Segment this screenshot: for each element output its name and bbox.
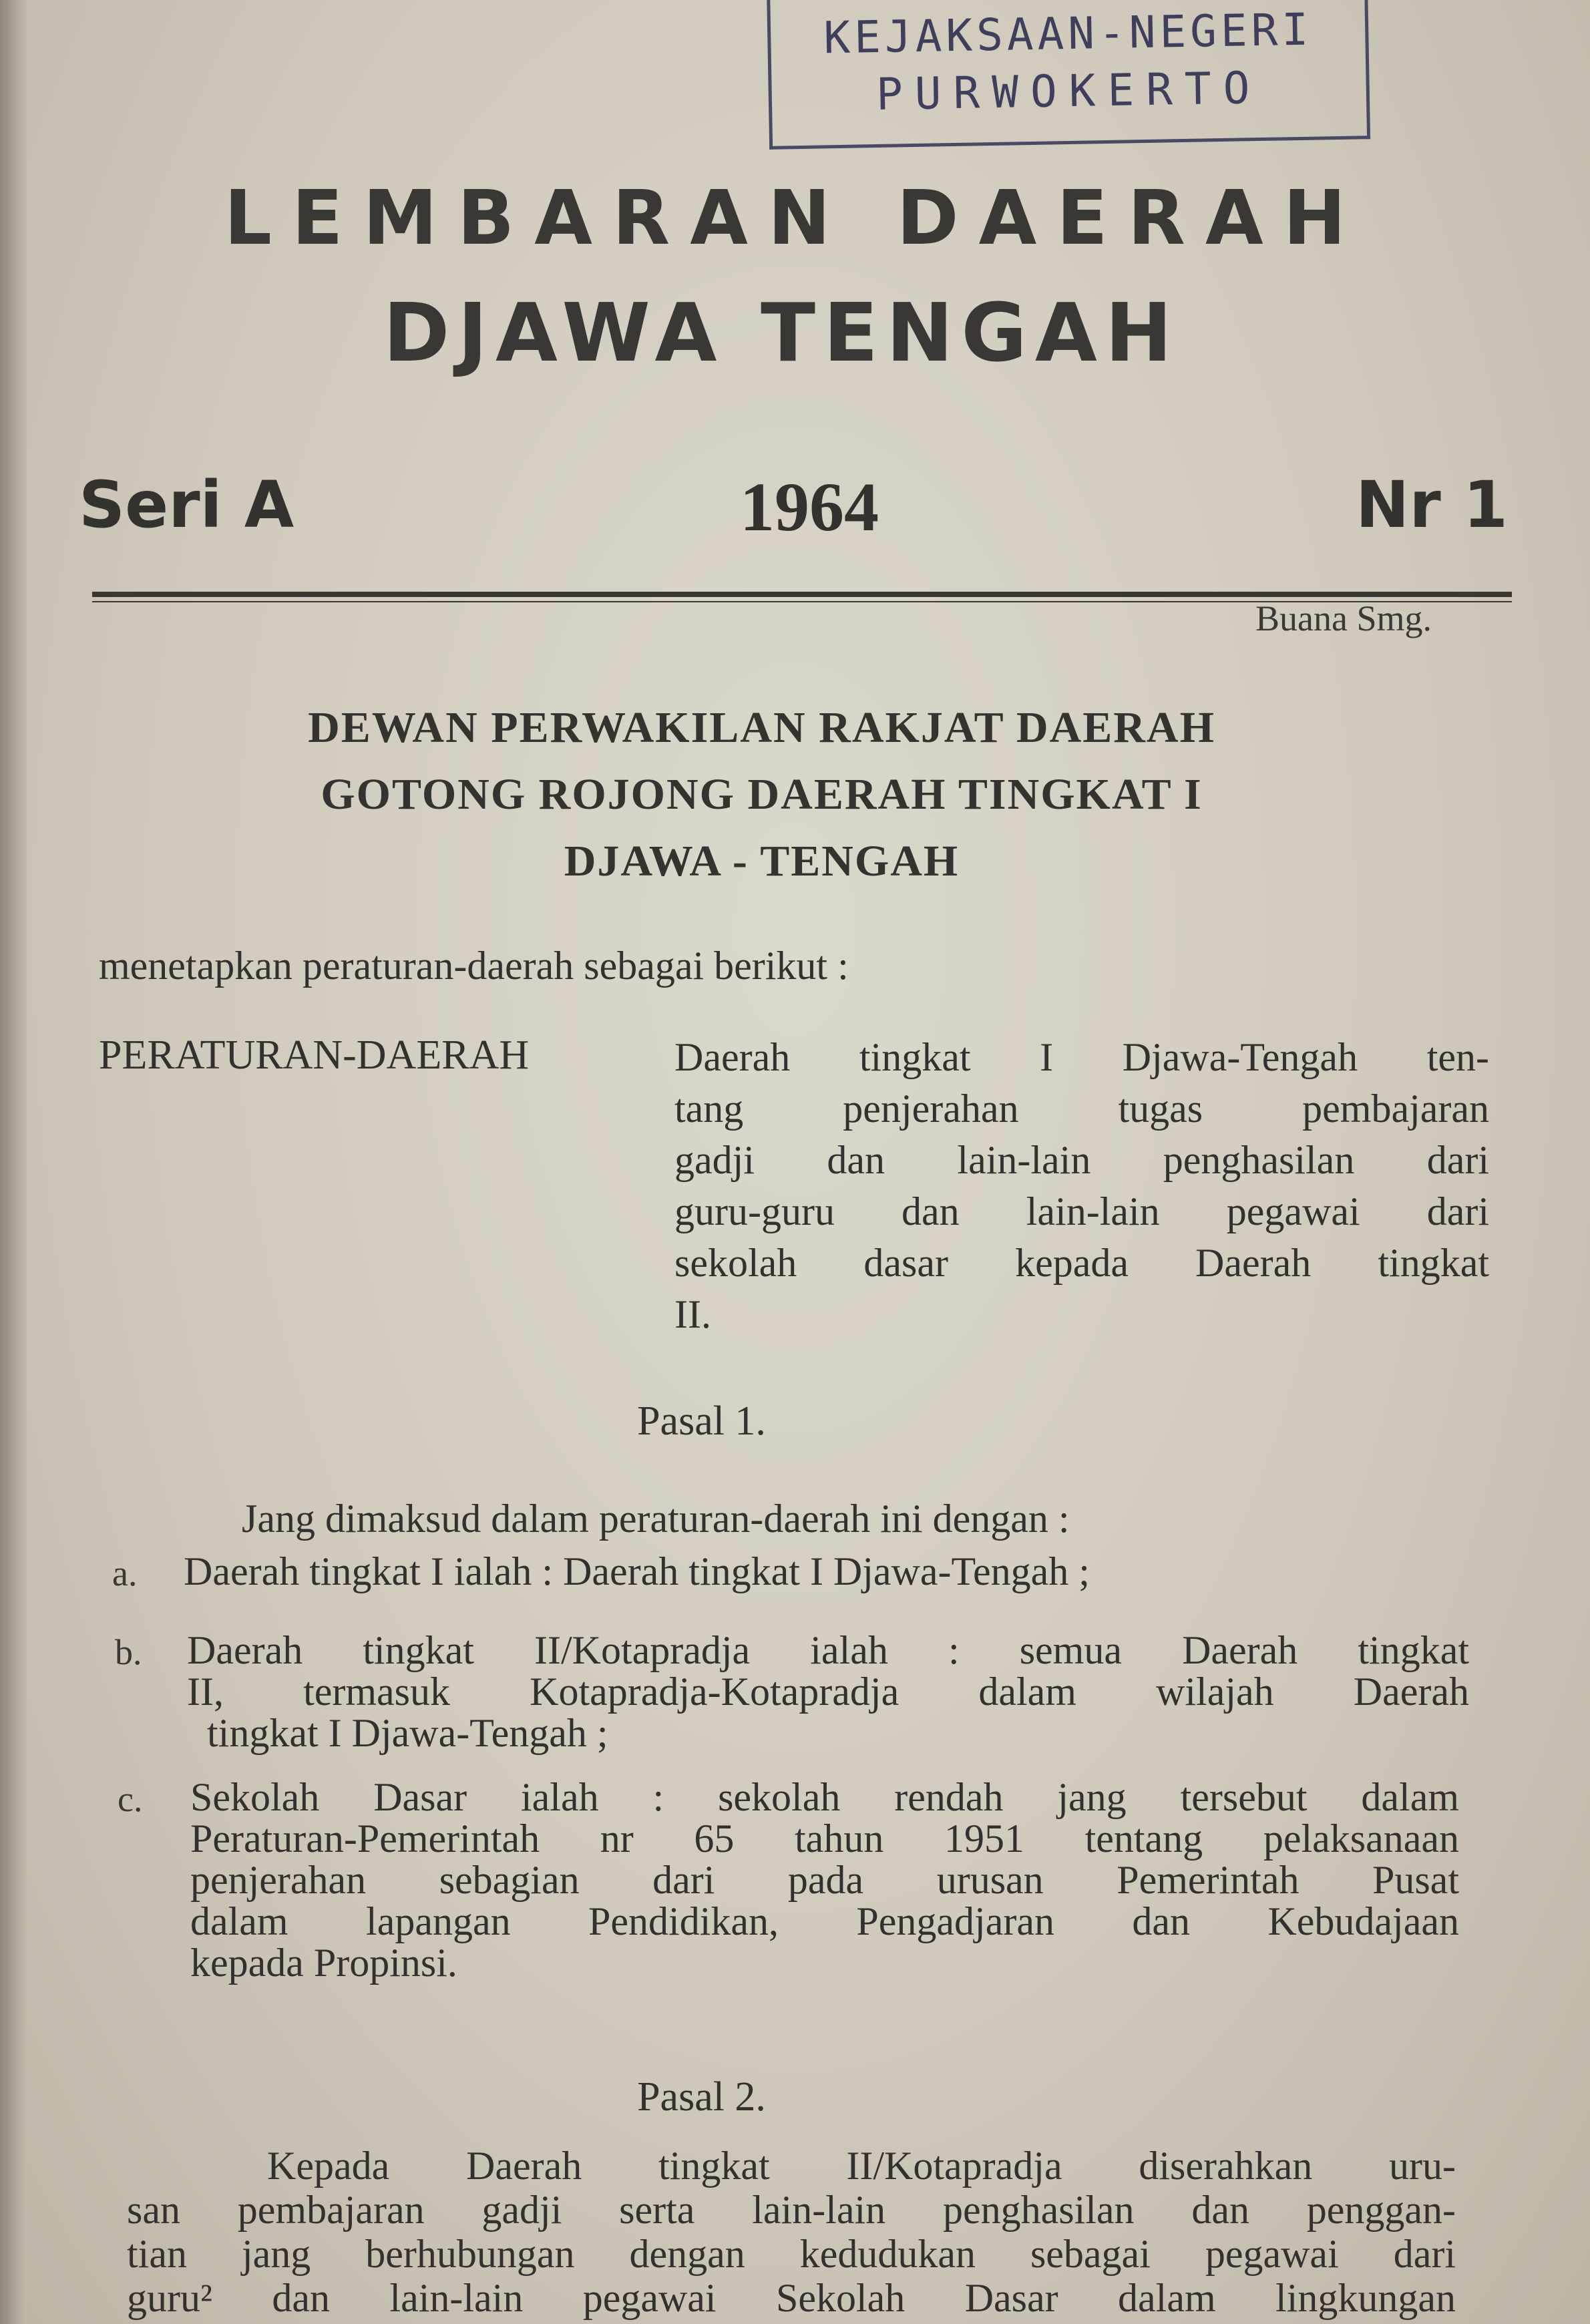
gazette-title-line-1: LEMBARAN DAERAH xyxy=(224,175,1366,262)
item-marker-a: a. xyxy=(112,1553,138,1593)
definition-line: penjerahan sebagian dari pada urusan Pemerintah Pusat xyxy=(190,1858,1459,1902)
enactment-intro: menetapkan peraturan-daerah sebagai berikut : xyxy=(99,944,849,988)
definition-line: tingkat I Djawa-Tengah ; xyxy=(207,1711,608,1755)
regulation-description xyxy=(674,1032,1489,1340)
regulation-label: PERATURAN-DAERAH xyxy=(99,1032,530,1078)
definition-line: II, termasuk Kotapradja-Kotapradja dalam wilajah Daerah xyxy=(187,1670,1469,1714)
definition-line: Daerah tingkat I ialah : Daerah tingkat I Djawa-Tengah ; xyxy=(184,1549,1090,1593)
regulation-line: Daerah tingkat I Djawa-Tengah ten- xyxy=(674,1035,1489,1079)
definition-line: dalam lapangan Pendidikan, Pengadjaran dan Kebudajaan xyxy=(190,1899,1459,1943)
article-1-title: Pasal 1. xyxy=(637,1398,766,1444)
definition-line: Peraturan-Pemerintah nr 65 tahun 1951 tentang pelaksanaan xyxy=(190,1816,1459,1861)
office-stamp xyxy=(767,0,1370,150)
article-2-line: Kepada Daerah tingkat II/Kotapradja diserahkan uru- xyxy=(267,2144,1456,2188)
regulation-line: guru-guru dan lain-lain pegawai dari xyxy=(674,1189,1489,1233)
article-2-text xyxy=(127,2144,1456,2320)
council-heading-line-3: DJAWA - TENGAH xyxy=(564,837,960,886)
council-heading-line-1: DEWAN PERWAKILAN RAKJAT DAERAH xyxy=(308,703,1215,752)
article-2-line: san pembajaran gadji serta lain-lain penghasilan dan penggan- xyxy=(127,2188,1456,2232)
regulation-line: II. xyxy=(674,1292,711,1336)
definition-line: Daerah tingkat II/Kotapradja ialah : semua Daerah tingkat xyxy=(187,1628,1469,1672)
year-label: 1964 xyxy=(740,469,879,546)
item-marker-b: b. xyxy=(115,1632,142,1672)
article-2-title: Pasal 2. xyxy=(637,2074,766,2120)
regulation-line: gadji dan lain-lain penghasilan dari xyxy=(674,1138,1489,1182)
definition-item-c xyxy=(190,1776,1459,1983)
definition-item-b xyxy=(187,1629,1469,1754)
gazette-title-line-2: DJAWA TENGAH xyxy=(383,287,1181,380)
definition-line: kepada Propinsi. xyxy=(190,1941,457,1985)
regulation-line: tang penjerahan tugas pembajaran xyxy=(674,1087,1489,1131)
article-2-line: guru² dan lain-lain pegawai Sekolah Dasar dalam lingkungan xyxy=(127,2276,1456,2320)
series-label: Seri A xyxy=(79,467,294,542)
item-marker-c: c. xyxy=(118,1779,143,1819)
printer-credit: Buana Smg. xyxy=(1255,598,1432,638)
article-2-line: tian jang berhubungan dengan kedudukan sebagai pegawai dari xyxy=(127,2232,1456,2276)
number-label: Nr 1 xyxy=(1356,467,1508,542)
definition-line: Sekolah Dasar ialah : sekolah rendah jang tersebut dalam xyxy=(190,1775,1459,1819)
council-heading-line-2: GOTONG ROJONG DAERAH TINGKAT I xyxy=(321,770,1203,819)
definition-item-a xyxy=(184,1551,1452,1592)
regulation-line: sekolah dasar kepada Daerah tingkat xyxy=(674,1241,1489,1285)
stamp-line-1: KEJAKSAAN-NEGERI xyxy=(823,3,1313,64)
header-rule xyxy=(92,592,1512,597)
stamp-line-2: PURWOKERTO xyxy=(875,61,1263,121)
definitions-intro: Jang dimaksud dalam peraturan-daerah ini dengan : xyxy=(242,1497,1070,1541)
